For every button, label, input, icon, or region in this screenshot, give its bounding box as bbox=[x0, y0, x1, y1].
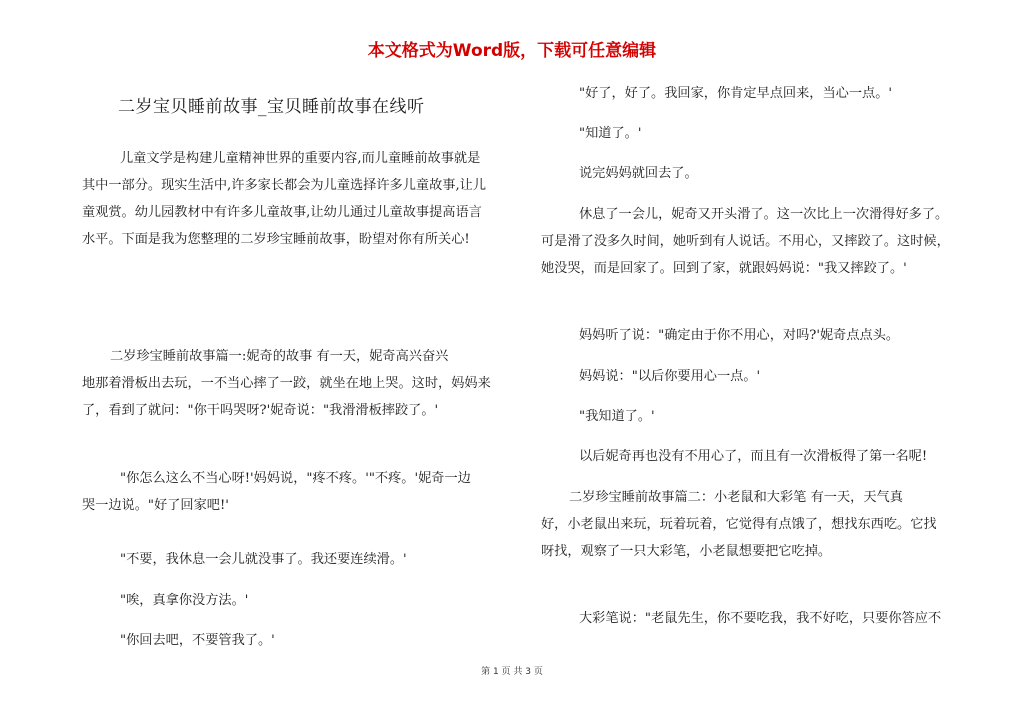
paragraph bbox=[579, 403, 966, 430]
text-line: 其中一部分。现实生活中,许多家长都会为儿童选择许多儿童故事,让儿 bbox=[82, 178, 487, 193]
document-title: 二岁宝贝睡前故事_宝贝睡前故事在线听 bbox=[118, 97, 425, 117]
text-line: 休息了一会儿，妮奇又开头滑了。这一次比上一次滑得好多了。 bbox=[579, 207, 949, 222]
right-column bbox=[541, 0, 966, 660]
text-line: 她没哭，而是回家了。回到了家，就跟妈妈说："我又摔跤了。' bbox=[541, 261, 907, 276]
text-line: "知道了。' bbox=[579, 126, 642, 141]
dialogue-paragraph bbox=[120, 627, 502, 654]
paragraph bbox=[579, 443, 966, 470]
text-line: 以后妮奇再也没有不用心了，而且有一次滑板得了第一名呢! bbox=[579, 449, 928, 464]
text-line: "唉，真拿你没方法。' bbox=[120, 593, 249, 608]
text-line: "你怎么这么不当心呀!'妈妈说，"疼不疼。'"不疼。'妮奇一边 bbox=[120, 471, 471, 486]
text-line: 二岁珍宝睡前故事篇一:妮奇的故事 有一天，妮奇高兴奋兴 bbox=[110, 349, 449, 364]
text-line: 呀找，观察了一只大彩笔，小老鼠想要把它吃掉。 bbox=[541, 544, 832, 559]
text-line: 妈妈听了说："确定由于你不用心，对吗?'妮奇点点头。 bbox=[579, 328, 900, 343]
paragraph bbox=[579, 322, 966, 349]
text-line: 大彩笔说："老鼠先生，你不要吃我，我不好吃，只要你答应不 bbox=[579, 611, 942, 626]
text-line: 了，看到了就问："你干吗哭呀?'妮奇说："我滑滑板摔跤了。' bbox=[82, 403, 439, 418]
dialogue-paragraph bbox=[82, 465, 502, 519]
intro-paragraph bbox=[82, 145, 502, 253]
text-line: 妈妈说："以后你要用心一点。' bbox=[579, 369, 761, 384]
text-line: 二岁珍宝睡前故事篇二：小老鼠和大彩笔 有一天，天气真 bbox=[569, 490, 903, 505]
paragraph bbox=[579, 80, 966, 107]
page-footer: 第 1 页 共 3 页 bbox=[481, 667, 543, 677]
text-line: 水平。下面是我为您整理的二岁珍宝睡前故事，盼望对你有所关心! bbox=[82, 232, 470, 247]
word-format-banner: 本文格式为Word版，下载可任意编辑 bbox=[367, 41, 657, 61]
text-line: 哭一边说。"好了回家吧!' bbox=[82, 498, 229, 513]
paragraph bbox=[579, 605, 966, 632]
story2-paragraph bbox=[541, 484, 966, 565]
dialogue-paragraph bbox=[120, 546, 502, 573]
story1-paragraph bbox=[82, 343, 502, 424]
text-line: "好了，好了。我回家，你肯定早点回来，当心一点。' bbox=[579, 86, 893, 101]
paragraph bbox=[579, 120, 966, 147]
text-line: "不要，我休息一会儿就没事了。我还要连续滑。' bbox=[120, 552, 407, 567]
dialogue-paragraph bbox=[120, 587, 502, 614]
text-line: 可是滑了没多久时间，她听到有人说话。不用心，又摔跤了。这时候， bbox=[541, 234, 950, 249]
left-column bbox=[82, 0, 502, 660]
text-line: 儿童文学是构建儿童精神世界的重要内容,而儿童睡前故事就是 bbox=[120, 151, 481, 166]
paragraph bbox=[541, 201, 966, 282]
text-line: "你回去吧，不要管我了。' bbox=[120, 633, 275, 648]
text-line: 说完妈妈就回去了。 bbox=[579, 166, 698, 181]
text-line: 地那着滑板出去玩，一不当心摔了一跤，就坐在地上哭。这时，妈妈来 bbox=[82, 376, 491, 391]
text-line: 好，小老鼠出来玩，玩着玩着，它觉得有点饿了，想找东西吃。它找 bbox=[541, 517, 937, 532]
text-line: 童观赏。幼儿园教材中有许多儿童故事,让幼儿通过儿童故事提高语言 bbox=[82, 205, 482, 220]
paragraph bbox=[579, 160, 966, 187]
text-line: "我知道了。' bbox=[579, 409, 655, 424]
paragraph bbox=[579, 363, 966, 390]
